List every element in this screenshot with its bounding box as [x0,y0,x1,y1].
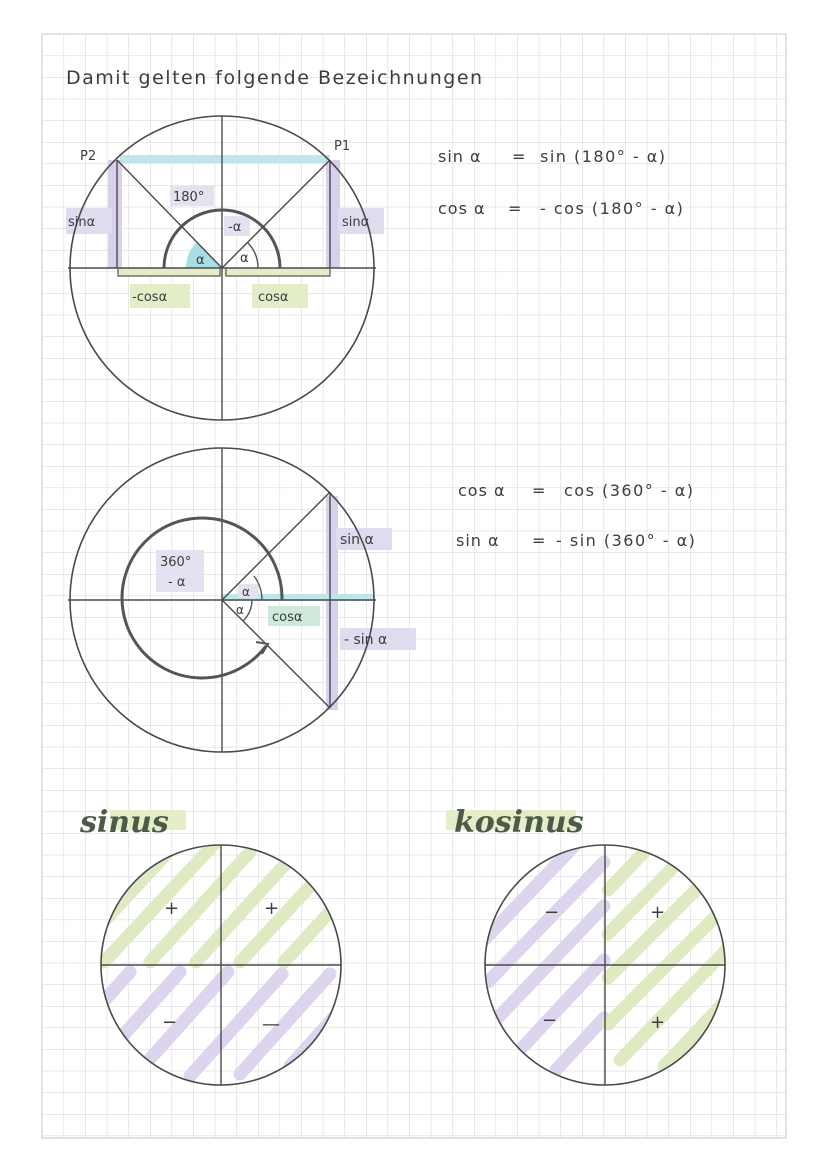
sinus-q4-sign: — [262,1014,280,1035]
label-alpha-left: α [196,253,205,268]
label-minus-sin: - sin α [344,632,388,648]
sinus-q1-sign: + [164,898,180,919]
formula-4-right: - sin (360° - α) [556,531,697,550]
label-angle-180: 180° [173,190,205,205]
kosinus-q1-sign: − [544,902,560,923]
label-alpha-bottom: α [236,603,244,617]
formula-4-eq: = [532,531,546,550]
formula-3-right: cos (360° - α) [564,481,695,500]
label-sin-pos: sin α [340,532,374,548]
label-minus-alpha-2: - α [168,575,186,590]
label-minus-alpha: -α [228,220,242,235]
sinus-q3-sign: − [162,1012,178,1033]
formula-3-left: cos α [458,481,506,500]
page-heading: Damit gelten folgende Bezeichnungen [66,67,484,89]
sin-right-highlight [326,160,340,268]
sinus-q2-sign: + [264,898,280,919]
label-p1: P1 [334,139,351,154]
formula-3-eq: = [532,481,546,500]
label-alpha-right: α [240,251,249,266]
formula-2-left: cos α [438,199,486,218]
label-cos-pos: cosα [258,290,289,305]
kosinus-q2-sign: + [650,902,666,923]
formula-4-left: sin α [456,531,500,550]
sinus-title: sinus [80,805,169,840]
label-p2: P2 [80,149,97,164]
label-cos-neg: -cosα [132,290,168,305]
p2-p1-highlight [120,155,330,163]
formula-2-right: - cos (180° - α) [540,199,685,218]
formula-2-eq: = [508,199,522,218]
label-sin-right: sinα [342,215,370,230]
kosinus-title: kosinus [454,805,584,840]
label-sin-left: sinα [68,215,96,230]
formula-1-eq: = [512,147,526,166]
cos-neg-bar [118,268,222,276]
formula-1-left: sin α [438,147,482,166]
label-cos: cosα [272,610,303,625]
kosinus-q4-sign: + [650,1012,666,1033]
label-alpha-top: α [242,585,250,599]
cos-pos-bar [224,268,330,276]
formula-1-right: sin (180° - α) [540,147,667,166]
label-angle-360: 360° [160,555,192,570]
kosinus-q3-sign: − [542,1010,558,1031]
minus-sin-bar [326,600,338,710]
